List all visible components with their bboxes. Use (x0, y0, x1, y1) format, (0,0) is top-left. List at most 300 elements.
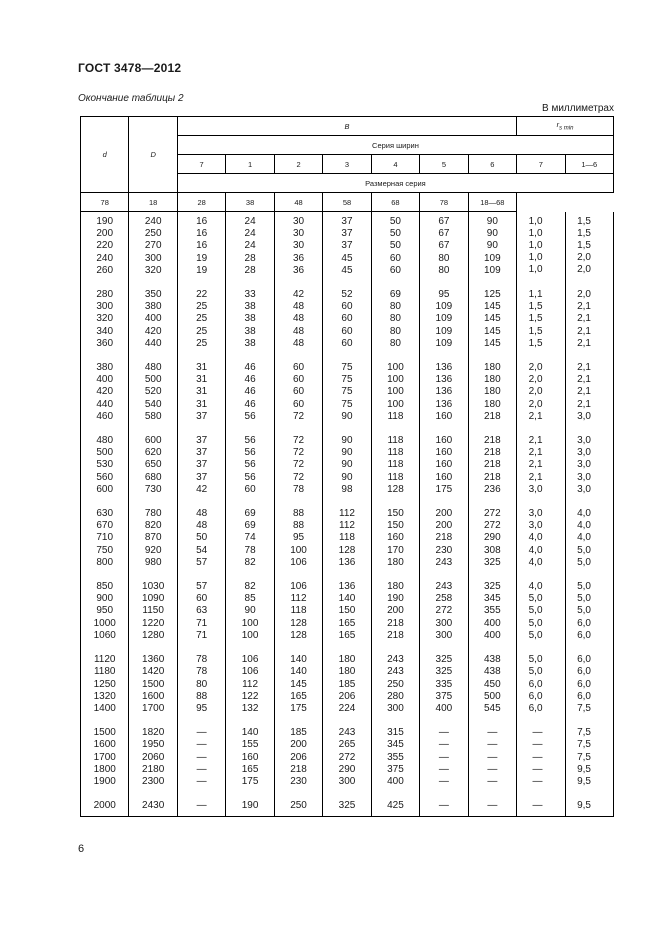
table-caption: Окончание таблицы 2 (78, 93, 184, 104)
cell-value: 170 (387, 544, 404, 556)
cell-value: 620 (144, 447, 162, 459)
cell-value: 820 (144, 520, 162, 532)
table-cell (177, 569, 225, 642)
cell-value: 2,0 (528, 398, 543, 410)
cell-value: 38 (244, 325, 256, 337)
cell-value: 272 (484, 520, 501, 532)
cell-value: 118 (387, 471, 404, 483)
cell-value: 140 (338, 593, 356, 605)
cell-value: — (196, 775, 207, 787)
cell-value: 1800 (93, 763, 116, 775)
cell-value: 145 (484, 325, 501, 337)
cell-value: 85 (244, 593, 256, 605)
cell-value: 400 (387, 775, 404, 787)
cell-value: — (487, 727, 498, 739)
cell-value: 132 (241, 702, 259, 714)
table-cell (81, 212, 129, 278)
table-cell (177, 715, 225, 788)
cell-value: 145 (290, 678, 307, 690)
size-series-cell: 48 (274, 193, 322, 212)
cell-value: 280 (387, 690, 404, 702)
cell-value: 1600 (93, 739, 116, 751)
cell-value: 2,1 (577, 386, 591, 398)
cell-value: 460 (96, 410, 114, 422)
cell-value: 71 (196, 629, 208, 641)
table-cell (468, 715, 516, 788)
cell-value: 180 (484, 362, 501, 374)
size-series-cell: 28 (177, 193, 225, 212)
cell-value: 920 (144, 544, 162, 556)
cell-value: 160 (435, 410, 453, 422)
cell-value: 2,0 (577, 264, 591, 276)
cell-value: 1420 (142, 666, 165, 678)
table-cell (274, 423, 322, 496)
cell-value: 90 (341, 435, 353, 447)
cell-value: 3,0 (577, 435, 591, 447)
cell-value: 42 (292, 289, 305, 301)
cell-value: 1,0 (528, 264, 543, 276)
width-series-cell: 2 (274, 155, 322, 174)
cell-value: 6,0 (577, 617, 591, 629)
cell-value: 5,0 (528, 654, 543, 666)
cell-value: 243 (435, 581, 453, 593)
cell-value: 67 (438, 216, 450, 227)
cell-value: 335 (435, 678, 453, 690)
cell-value: 54 (196, 544, 208, 556)
cell-value: 5,0 (577, 544, 591, 556)
cell-value: 80 (438, 252, 450, 264)
cell-value: 480 (96, 435, 114, 447)
cell-value: 7,5 (577, 751, 591, 763)
cell-value: 2,1 (528, 447, 543, 459)
cell-value: 272 (484, 508, 501, 520)
cell-value: 2,0 (528, 362, 543, 374)
table-cell (371, 350, 419, 423)
table-cell (129, 715, 177, 788)
cell-value: 540 (144, 398, 162, 410)
cell-value: 106 (241, 666, 259, 678)
table-row-group (81, 569, 614, 642)
cell-value: 1,0 (528, 239, 543, 251)
cell-value: 109 (435, 325, 453, 337)
width-series-cell: 1 (226, 155, 274, 174)
width-series-cell: 1—6 (565, 155, 613, 174)
cell-value: 4,0 (528, 544, 543, 556)
cell-value: 1060 (93, 629, 116, 641)
table-cell (468, 788, 516, 817)
cell-value: 160 (241, 751, 259, 763)
cell-value: 3,0 (528, 520, 543, 532)
table-cell (81, 423, 129, 496)
cell-value: 145 (484, 313, 501, 325)
cell-value: 150 (387, 520, 404, 532)
cell-value: 1030 (142, 581, 165, 593)
cell-value: 118 (290, 605, 307, 617)
table-cell (129, 350, 177, 423)
cell-value: 160 (387, 532, 404, 544)
cell-value: 1,5 (528, 325, 543, 337)
cell-value: 300 (96, 301, 114, 313)
table-cell (371, 212, 419, 278)
header-B: B (177, 117, 516, 136)
cell-value: 80 (389, 337, 401, 349)
cell-value: 50 (389, 216, 401, 227)
table-cell (371, 496, 419, 569)
cell-value: — (487, 739, 498, 751)
cell-value: 69 (389, 289, 401, 301)
cell-value: 30 (292, 216, 305, 227)
table-cell (420, 715, 468, 788)
cell-value: 16 (196, 216, 208, 227)
cell-value: 325 (484, 556, 501, 568)
cell-value: 100 (387, 386, 404, 398)
cell-value: 2,1 (577, 313, 591, 325)
cell-value: 5,0 (528, 666, 543, 678)
cell-value: 28 (244, 252, 256, 264)
cell-value: 95 (438, 289, 450, 301)
cell-value: 48 (196, 508, 208, 520)
cell-value: 438 (484, 666, 501, 678)
cell-value: 440 (144, 337, 162, 349)
cell-value: 6,0 (528, 702, 543, 714)
cell-value: 37 (196, 471, 208, 483)
cell-value: 400 (484, 629, 501, 641)
cell-value: 1950 (142, 739, 165, 751)
cell-value: 52 (341, 289, 353, 301)
cell-value: 218 (290, 763, 307, 775)
table-cell (323, 569, 371, 642)
cell-value: — (532, 763, 543, 775)
cell-value: 480 (144, 362, 162, 374)
cell-value: 1250 (93, 678, 116, 690)
cell-value: 88 (292, 508, 305, 520)
cell-value: 60 (244, 483, 256, 495)
cell-value: 440 (96, 398, 114, 410)
cell-value: 380 (96, 362, 114, 374)
cell-value: 1,0 (528, 252, 543, 264)
cell-value: 1700 (93, 751, 116, 763)
cell-value: 425 (387, 800, 404, 812)
cell-value: 5,0 (528, 593, 543, 605)
cell-value: 450 (484, 678, 501, 690)
cell-value: 360 (96, 337, 114, 349)
cell-value: 56 (244, 447, 256, 459)
cell-value: 69 (244, 508, 256, 520)
cell-value: 4,0 (528, 556, 543, 568)
table-cell (517, 569, 565, 642)
table-cell (371, 788, 419, 817)
cell-value: — (487, 751, 498, 763)
cell-value: 270 (144, 240, 162, 252)
table-cell (420, 496, 468, 569)
cell-value: 218 (484, 471, 501, 483)
cell-value: 3,0 (528, 483, 543, 495)
cell-value: 200 (290, 739, 307, 751)
cell-value: 72 (292, 435, 305, 447)
cell-value: 260 (96, 264, 114, 276)
cell-value: 118 (387, 459, 404, 471)
cell-value: 109 (435, 337, 453, 349)
table-cell (517, 788, 565, 817)
table-cell (323, 350, 371, 423)
cell-value: 45 (341, 264, 353, 276)
cell-value: 355 (387, 751, 404, 763)
cell-value: 109 (435, 301, 453, 313)
cell-value: 2180 (142, 763, 165, 775)
cell-value: 118 (387, 410, 404, 422)
cell-value: 38 (244, 337, 256, 349)
cell-value: 250 (290, 800, 307, 812)
cell-value: 300 (435, 617, 453, 629)
cell-value: 2000 (93, 800, 116, 812)
cell-value: 218 (484, 447, 501, 459)
cell-value: 1400 (93, 702, 116, 714)
width-series-cell: 3 (323, 155, 371, 174)
cell-value: 100 (387, 398, 404, 410)
cell-value: 78 (196, 666, 208, 678)
cell-value: 69 (244, 520, 256, 532)
size-series-cell: 78 (420, 193, 468, 212)
cell-value: 272 (338, 751, 356, 763)
table-cell (420, 642, 468, 715)
cell-value: 160 (435, 471, 453, 483)
cell-value: 95 (196, 702, 208, 714)
cell-value: 90 (486, 216, 498, 227)
table-cell (81, 350, 129, 423)
cell-value: 600 (96, 483, 114, 495)
table-cell (129, 277, 177, 350)
table-cell (274, 496, 322, 569)
cell-value: 6,0 (577, 678, 591, 690)
table-cell (517, 496, 565, 569)
size-series-cell: 18—68 (468, 193, 516, 212)
cell-value: 60 (341, 325, 353, 337)
cell-value: 180 (484, 398, 501, 410)
cell-value: 82 (244, 556, 256, 568)
cell-value: 1,0 (528, 227, 543, 239)
cell-value: — (438, 775, 449, 787)
table-cell (565, 423, 613, 496)
cell-value: 1,5 (577, 239, 591, 251)
cell-value: 6,0 (528, 690, 543, 702)
cell-value: 325 (435, 654, 453, 666)
cell-value: 33 (244, 289, 256, 301)
cell-value: 36 (292, 252, 305, 264)
table-cell (565, 277, 613, 350)
size-series-cell: 18 (129, 193, 177, 212)
cell-value: 438 (484, 654, 501, 666)
cell-value: 16 (196, 228, 208, 240)
cell-value: 1180 (93, 666, 116, 678)
table-cell (420, 423, 468, 496)
cell-value: 4,0 (577, 532, 591, 544)
cell-value: 545 (484, 702, 501, 714)
cell-value: 57 (196, 556, 208, 568)
cell-value: 50 (196, 532, 208, 544)
cell-value: 2,1 (577, 398, 591, 410)
cell-value: 100 (387, 374, 404, 386)
table-cell (226, 212, 274, 278)
cell-value: — (438, 800, 449, 812)
cell-value: — (487, 775, 498, 787)
cell-value: 1220 (142, 617, 165, 629)
cell-value: 46 (244, 362, 256, 374)
cell-value: 5,0 (528, 629, 543, 641)
cell-value: 37 (341, 228, 353, 240)
cell-value: 355 (484, 605, 501, 617)
cell-value: 80 (438, 264, 450, 276)
cell-value: 4,0 (528, 581, 543, 593)
cell-value: 243 (338, 727, 356, 739)
cell-value: 5,0 (528, 605, 543, 617)
table-cell (129, 569, 177, 642)
table-cell (323, 212, 371, 278)
cell-value: 2,1 (528, 410, 543, 422)
cell-value: 90 (486, 228, 498, 240)
table-cell (177, 788, 225, 817)
cell-value: 500 (96, 447, 114, 459)
cell-value: 136 (435, 362, 453, 374)
cell-value: 42 (196, 483, 208, 495)
cell-value: 380 (144, 301, 162, 313)
table-body (81, 212, 614, 817)
cell-value: — (487, 763, 498, 775)
cell-value: 56 (244, 459, 256, 471)
page-number: 6 (78, 843, 85, 855)
cell-value: 1120 (93, 654, 116, 666)
cell-value: 218 (484, 410, 501, 422)
cell-value: 118 (387, 447, 404, 459)
cell-value: 3,0 (577, 447, 591, 459)
cell-value: 136 (435, 374, 453, 386)
table-cell (129, 642, 177, 715)
cell-value: 60 (292, 362, 305, 374)
cell-value: 75 (341, 374, 353, 386)
cell-value: 1,5 (528, 337, 543, 349)
cell-value: 106 (290, 556, 307, 568)
cell-value: 185 (338, 678, 356, 690)
cell-value: 28 (244, 264, 256, 276)
cell-value: 180 (484, 386, 501, 398)
cell-value: 2,1 (577, 301, 591, 313)
cell-value: 1,5 (577, 227, 591, 239)
cell-value: 243 (435, 556, 453, 568)
table-cell (468, 212, 516, 278)
cell-value: 2,1 (528, 471, 543, 483)
cell-value: 320 (96, 313, 114, 325)
cell-value: 112 (339, 508, 355, 520)
cell-value: 870 (144, 532, 162, 544)
cell-value: 190 (387, 593, 404, 605)
cell-value: 9,5 (577, 775, 591, 787)
cell-value: 2,1 (528, 435, 543, 447)
cell-value: 38 (244, 301, 256, 313)
cell-value: 112 (339, 520, 355, 532)
cell-value: 9,5 (577, 800, 591, 812)
table-cell (517, 277, 565, 350)
header-width-series-label: Серия ширин (177, 136, 613, 155)
cell-value: 5,0 (577, 581, 591, 593)
cell-value: 136 (435, 398, 453, 410)
cell-value: 88 (292, 520, 305, 532)
table-row-group (81, 788, 614, 817)
cell-value: 710 (96, 532, 114, 544)
table-cell (323, 788, 371, 817)
cell-value: 180 (387, 581, 404, 593)
cell-value: 125 (484, 289, 501, 301)
cell-value: 22 (196, 289, 208, 301)
cell-value: 75 (341, 362, 353, 374)
cell-value: 240 (96, 252, 114, 264)
size-series-cell: 38 (226, 193, 274, 212)
cell-value: 109 (484, 252, 501, 264)
table-cell (565, 788, 613, 817)
cell-value: 6,0 (577, 666, 591, 678)
cell-value: 56 (244, 471, 256, 483)
width-series-cell: 4 (371, 155, 419, 174)
cell-value: 190 (96, 216, 114, 227)
cell-value: 6,0 (577, 654, 591, 666)
cell-value: 71 (196, 617, 208, 629)
table-row-group (81, 350, 614, 423)
cell-value: 650 (144, 459, 162, 471)
table-cell (371, 277, 419, 350)
cell-value: 5,0 (528, 617, 543, 629)
cell-value: 145 (484, 301, 501, 313)
table-cell (323, 642, 371, 715)
cell-value: 2,0 (528, 386, 543, 398)
table-row-group (81, 277, 614, 350)
width-series-cell: 6 (468, 155, 516, 174)
cell-value: — (532, 775, 543, 787)
cell-value: 900 (96, 593, 114, 605)
cell-value: 90 (244, 605, 256, 617)
cell-value: 25 (196, 301, 208, 313)
table-cell (517, 423, 565, 496)
cell-value: 6,0 (577, 690, 591, 702)
table-cell (517, 350, 565, 423)
cell-value: 630 (96, 508, 114, 520)
size-series-cell: 68 (371, 193, 419, 212)
cell-value: 60 (341, 313, 353, 325)
table-cell (226, 496, 274, 569)
cell-value: — (196, 800, 207, 812)
cell-value: 24 (244, 216, 256, 227)
cell-value: 155 (241, 739, 259, 751)
cell-value: 800 (96, 556, 114, 568)
cell-value: 2300 (142, 775, 165, 787)
bearing-dimensions-table (80, 116, 614, 817)
table-cell (81, 642, 129, 715)
cell-value: 400 (484, 617, 501, 629)
cell-value: 100 (241, 629, 259, 641)
cell-value: 375 (387, 763, 404, 775)
cell-value: 106 (290, 581, 307, 593)
cell-value: 112 (290, 593, 307, 605)
table-cell (81, 715, 129, 788)
cell-value: 5,0 (577, 593, 591, 605)
cell-value: 185 (290, 727, 307, 739)
cell-value: — (532, 727, 543, 739)
cell-value: 90 (341, 459, 353, 471)
table-cell (565, 496, 613, 569)
size-series-row (81, 193, 614, 212)
cell-value: 165 (290, 690, 307, 702)
cell-value: 25 (196, 313, 208, 325)
table-cell (468, 642, 516, 715)
cell-value: 80 (389, 313, 401, 325)
table-cell (81, 496, 129, 569)
